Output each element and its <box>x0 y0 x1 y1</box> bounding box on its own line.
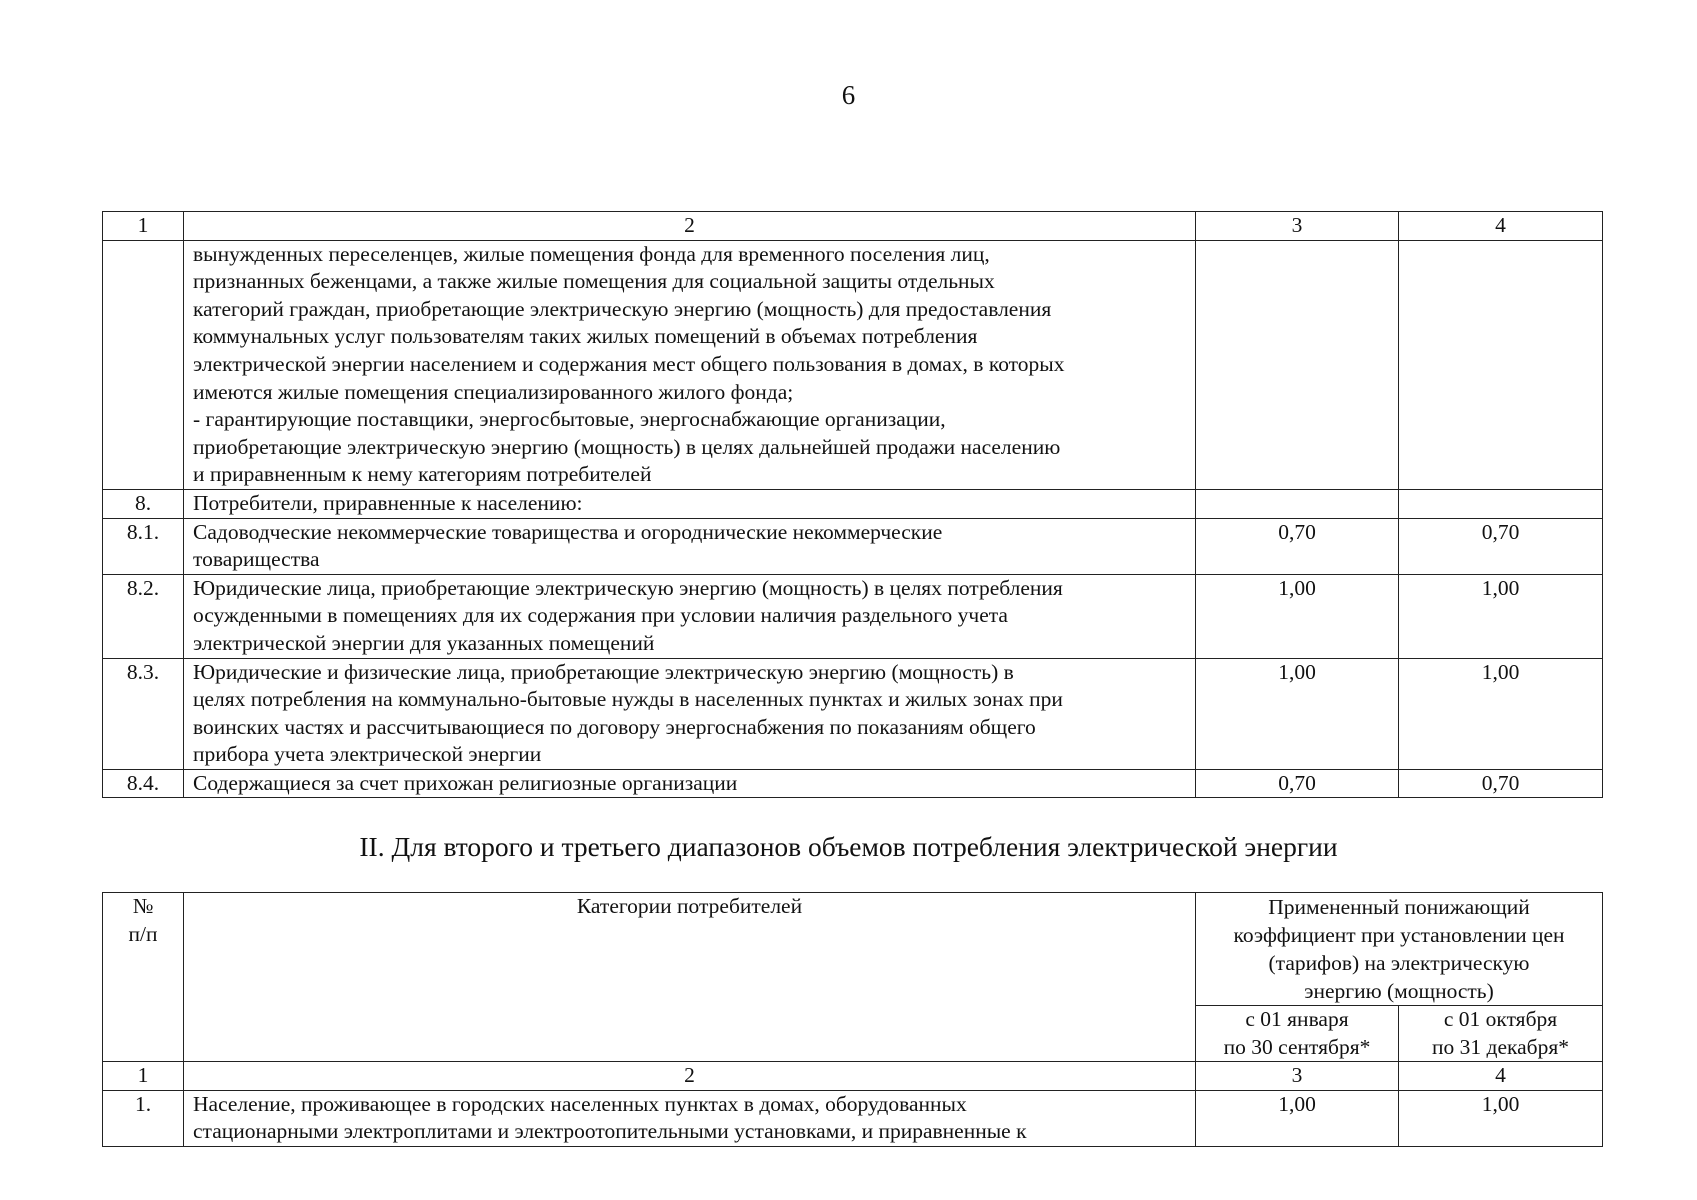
column-number: 3 <box>1196 212 1399 241</box>
tariff-table-continued <box>102 211 1603 798</box>
column-number: 4 <box>1399 212 1603 241</box>
category-text: Юридические и физические лица, приобретающие электрическую энергию (мощность) в целях потребления на коммунально-бытовые нужды в населенных пунктах и жилых зонах при воинских частях и рассчитывающиеся по договору энергоснабжения по показаниям общего прибора учета электрической энергии <box>184 658 1196 769</box>
row-number: 8.4. <box>103 769 184 798</box>
coefficient-period-2: 1,00 <box>1399 658 1603 769</box>
column-number: 2 <box>184 1062 1196 1091</box>
category-text: Население, проживающее в городских населенных пунктах в домах, оборудованных стационарными электроплитами и электроотопительными установками, и приравненные к <box>184 1090 1196 1146</box>
row-number: 1. <box>103 1090 184 1146</box>
coefficient-period-2: 1,00 <box>1399 1090 1603 1146</box>
row-number: 8.1. <box>103 518 184 574</box>
category-text: Юридические лица, приобретающие электрическую энергию (мощность) в целях потребления осужденными в помещениях для их содержания при условии наличия раздельного учета электрической энергии для указанных помещений <box>184 574 1196 658</box>
header-coefficient: Примененный понижающий коэффициент при установлении цен (тарифов) на электрическую энергию (мощность) <box>1196 893 1603 1006</box>
coefficient-period-1 <box>1196 240 1399 489</box>
coefficient-period-2: 0,70 <box>1399 769 1603 798</box>
coefficient-period-1: 1,00 <box>1196 1090 1399 1146</box>
category-text: Потребители, приравненные к населению: <box>184 489 1196 518</box>
header-period-2: с 01 октября по 31 декабря* <box>1399 1006 1603 1062</box>
header-period-1: с 01 января по 30 сентября* <box>1196 1006 1399 1062</box>
coefficient-period-2: 0,70 <box>1399 518 1603 574</box>
column-number: 1 <box>103 212 184 241</box>
coefficient-period-1: 1,00 <box>1196 658 1399 769</box>
row-number: 8.2. <box>103 574 184 658</box>
table-row <box>103 1090 1603 1146</box>
coefficient-period-1: 0,70 <box>1196 518 1399 574</box>
page-number: 6 <box>841 80 856 110</box>
coefficient-period-1 <box>1196 489 1399 518</box>
column-number: 2 <box>184 212 1196 241</box>
coefficient-period-1: 1,00 <box>1196 574 1399 658</box>
column-number: 3 <box>1196 1062 1399 1091</box>
header-category: Категории потребителей <box>184 893 1196 1062</box>
row-number: 8. <box>103 489 184 518</box>
header-number: № п/п <box>103 893 184 1062</box>
header-row <box>103 893 1603 1006</box>
coefficient-period-2: 1,00 <box>1399 574 1603 658</box>
coefficient-period-2 <box>1399 240 1603 489</box>
column-number: 1 <box>103 1062 184 1091</box>
section-title: II. Для второго и третьего диапазонов объемов потребления электрической энергии <box>359 831 1338 862</box>
category-text: Содержащиеся за счет прихожан религиозные организации <box>184 769 1196 798</box>
column-number: 4 <box>1399 1062 1603 1091</box>
table-row <box>103 240 1603 489</box>
row-number <box>103 240 184 489</box>
column-number-row <box>103 212 1603 241</box>
tariff-table-section-2 <box>102 892 1603 1147</box>
table-row <box>103 518 1603 574</box>
table-row <box>103 574 1603 658</box>
table-row <box>103 658 1603 769</box>
category-text: вынужденных переселенцев, жилые помещения фонда для временного поселения лиц, признанных беженцами, а также жилые помещения для социальной защиты отдельных категорий граждан, приобретающие электрическую энергию (мощность) для предоставления коммунальных услуг пользователям таких жилых помещений в объемах потребления электрической энергии населением и содержания мест общего пользования в домах, в которых имеются жилые помещения специализированного жилого фонда; - гарантирующие поставщики, энергосбытовые, энергоснабжающие организации, приобретающие электрическую энергию (мощность) в целях дальнейшей продажи населению и приравненным к нему категориям потребителей <box>184 240 1196 489</box>
table-row <box>103 489 1603 518</box>
category-text: Садоводческие некоммерческие товарищества и огороднические некоммерческие товарищества <box>184 518 1196 574</box>
coefficient-period-1: 0,70 <box>1196 769 1399 798</box>
table-row <box>103 769 1603 798</box>
coefficient-period-2 <box>1399 489 1603 518</box>
column-number-row <box>103 1062 1603 1091</box>
row-number: 8.3. <box>103 658 184 769</box>
